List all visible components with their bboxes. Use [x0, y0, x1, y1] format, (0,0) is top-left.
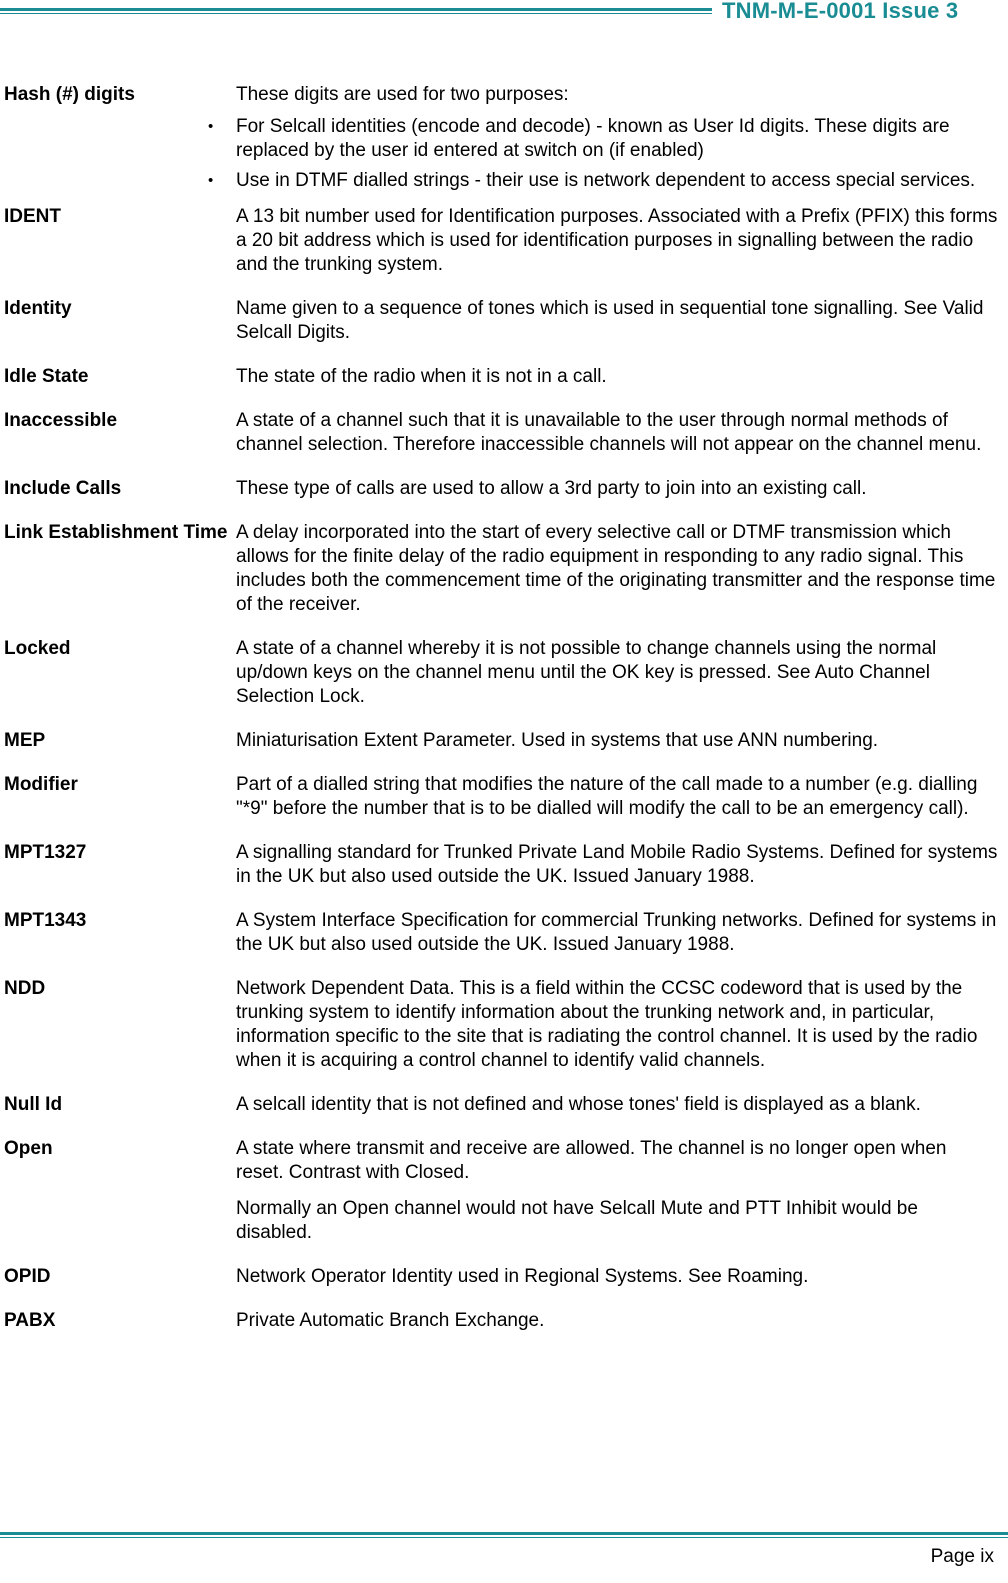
footer-rule-thin	[0, 1537, 1008, 1538]
definition-paragraph: Network Operator Identity used in Regional Systems. See Roaming.	[236, 1266, 809, 1287]
glossary-entry	[4, 365, 1004, 389]
glossary-entry	[4, 205, 1004, 277]
footer-rule	[0, 1532, 1008, 1535]
definition-paragraph: Normally an Open channel would not have Selcall Mute and PTT Inhibit would be disabled.	[236, 1198, 918, 1243]
glossary-term: Inaccessible	[4, 410, 118, 431]
glossary-entry	[4, 729, 1004, 753]
glossary-definition	[236, 409, 998, 457]
document-id: TNM-M-E-0001 Issue 3	[722, 0, 959, 23]
glossary-entry	[4, 477, 1004, 501]
definition-paragraph: A 13 bit number used for Identification purposes. Associated with a Prefix (PFIX) this forms a 20 bit address which is used for identification purposes in signalling between the radio and the trunking system.	[236, 206, 998, 275]
glossary-entry	[4, 297, 1004, 345]
definition-paragraph: A signalling standard for Trunked Private Land Mobile Radio Systems. Defined for systems in the UK but also used outside the UK. Issued January 1988.	[236, 842, 998, 887]
glossary-entry	[4, 521, 1004, 617]
glossary-entry	[4, 83, 1004, 193]
definition-paragraph: Name given to a sequence of tones which is used in sequential tone signalling. See Valid Selcall Digits.	[236, 298, 984, 343]
glossary-term: IDENT	[4, 206, 61, 227]
glossary-definition	[236, 521, 998, 617]
glossary-term: MPT1343	[4, 910, 87, 931]
glossary-definition	[236, 637, 998, 709]
glossary-term: Include Calls	[4, 478, 122, 499]
definition-paragraph: A selcall identity that is not defined and whose tones' field is displayed as a blank.	[236, 1094, 921, 1115]
glossary-definition	[236, 1137, 998, 1245]
definition-paragraph: These digits are used for two purposes:	[236, 84, 569, 105]
definition-paragraph: Network Dependent Data. This is a field within the CCSC codeword that is used by the trunking system to identify information about the trunking network and, in particular, information specific to the site that is radiating the control channel. It is used by the radio when it is acquiring a control channel to identify valid channels.	[236, 978, 978, 1071]
glossary-entry	[4, 637, 1004, 709]
glossary-entry	[4, 841, 1004, 889]
page-number: Page ix	[930, 1546, 994, 1567]
glossary-term: Open	[4, 1138, 53, 1159]
bullet-icon: •	[208, 172, 214, 189]
glossary-term: Modifier	[4, 774, 78, 795]
glossary-entry	[4, 773, 1004, 821]
glossary-definition	[208, 83, 998, 193]
glossary-term: Link Establishment Time	[4, 522, 228, 543]
bullet-text: Use in DTMF dialled strings - their use is network dependent to access special services.	[236, 170, 976, 191]
glossary-definition	[236, 773, 998, 821]
definition-paragraph: A System Interface Specification for commercial Trunking networks. Defined for systems in the UK but also used outside the UK. Issued January 1988.	[236, 910, 997, 955]
glossary-term: OPID	[4, 1266, 51, 1287]
glossary-definition	[236, 477, 998, 501]
definition-paragraph: Private Automatic Branch Exchange.	[236, 1310, 545, 1331]
bullet-icon: •	[208, 118, 214, 135]
glossary-definition	[236, 1309, 998, 1333]
definition-paragraph: A delay incorporated into the start of every selective call or DTMF transmission which allows for the finite delay of the radio equipment in responding to any radio signal. This includes both the commencement time of the originating transmitter and the response time of the receiver.	[236, 522, 996, 615]
glossary-term: Null Id	[4, 1094, 63, 1115]
glossary-definition	[236, 909, 998, 957]
definition-paragraph: The state of the radio when it is not in a call.	[236, 366, 607, 387]
glossary-term: PABX	[4, 1310, 56, 1331]
definition-paragraph: Part of a dialled string that modifies the nature of the call made to a number (e.g. dialling "*9" before the number that is to be dialled will modify the call to be an emergency call).	[236, 774, 978, 819]
glossary-term: Hash (#) digits	[4, 84, 135, 105]
bullet-item	[208, 169, 998, 193]
glossary-definition	[236, 977, 998, 1073]
definition-paragraph: A state where transmit and receive are allowed. The channel is no longer open when reset. Contrast with Closed.	[236, 1138, 947, 1183]
glossary-definition	[236, 841, 998, 889]
glossary-list	[4, 63, 1004, 1333]
bullet-text: For Selcall identities (encode and decode) - known as User Id digits. These digits are replaced by the user id entered at switch on (if enabled)	[236, 116, 950, 161]
definition-paragraph: These type of calls are used to allow a 3rd party to join into an existing call.	[236, 478, 867, 499]
definition-bullets	[208, 115, 998, 193]
glossary-term: Locked	[4, 638, 71, 659]
bullet-item	[208, 115, 998, 163]
definition-paragraph: A state of a channel such that it is unavailable to the user through normal methods of channel selection. Therefore inaccessible channels will not appear on the channel menu.	[236, 410, 982, 455]
glossary-definition	[236, 365, 998, 389]
glossary-entry	[4, 1265, 1004, 1289]
glossary-definition	[236, 297, 998, 345]
glossary-definition	[236, 205, 998, 277]
definition-paragraph: A state of a channel whereby it is not possible to change channels using the normal up/down keys on the channel menu until the OK key is pressed. See Auto Channel Selection Lock.	[236, 638, 937, 707]
page-header	[0, 0, 1008, 24]
glossary-term: MEP	[4, 730, 46, 751]
glossary-entry	[4, 1309, 1004, 1333]
glossary-term: MPT1327	[4, 842, 87, 863]
glossary-term: Idle State	[4, 366, 89, 387]
glossary-term: NDD	[4, 978, 46, 999]
glossary-entry	[4, 977, 1004, 1073]
glossary-definition	[236, 1265, 998, 1289]
glossary-definition	[236, 1093, 998, 1117]
header-rule	[0, 8, 712, 11]
glossary-entry	[4, 909, 1004, 957]
glossary-entry	[4, 1093, 1004, 1117]
glossary-term: Identity	[4, 298, 72, 319]
header-rule-thin	[0, 13, 712, 14]
glossary-entry	[4, 409, 1004, 457]
definition-paragraph: Miniaturisation Extent Parameter. Used in systems that use ANN numbering.	[236, 730, 879, 751]
glossary-definition	[236, 729, 998, 753]
glossary-entry	[4, 1137, 1004, 1245]
